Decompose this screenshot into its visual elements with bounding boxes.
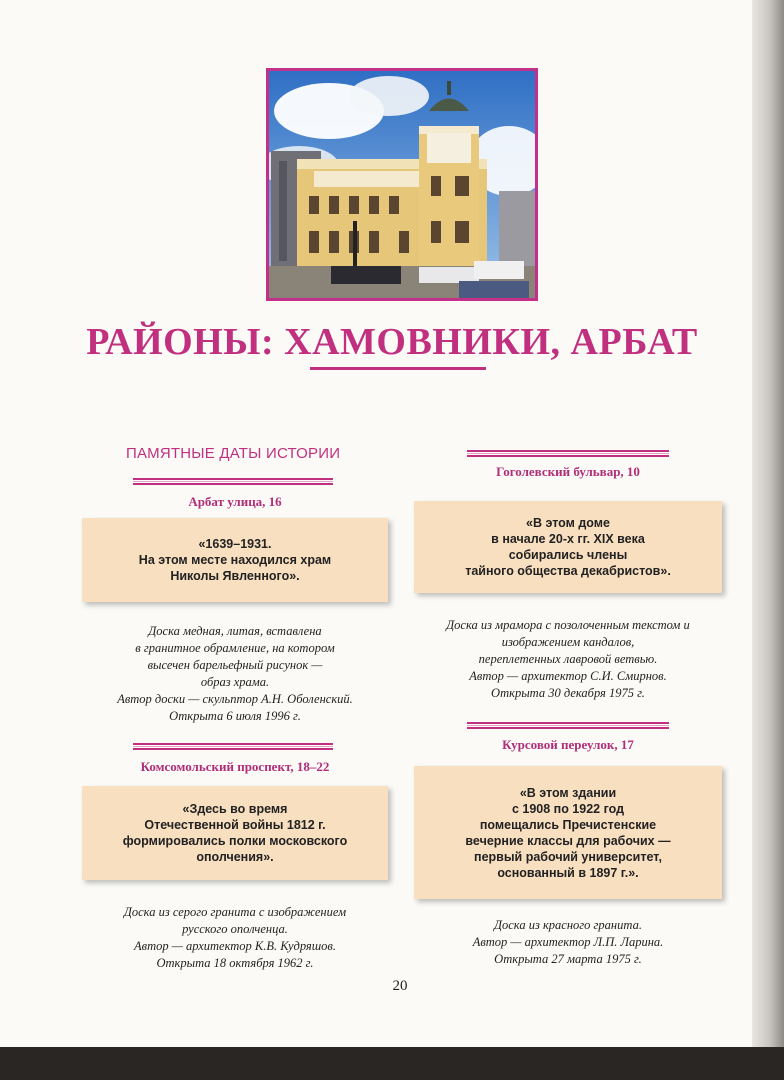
divider-rule — [133, 743, 333, 750]
description-line: Доска из красного гранита. — [494, 918, 642, 932]
building-photo — [266, 68, 538, 301]
plaque-text-line: «В этом доме — [526, 516, 610, 530]
plaque-text-line: Николы Явленного». — [170, 569, 300, 583]
description-line: Доска медная, литая, вставлена — [148, 624, 322, 638]
plaque-text-line: На этом месте находился храм — [138, 553, 332, 567]
page-title: РАЙОНЫ: ХАМОВНИКИ, АРБАТ — [86, 321, 698, 363]
description-line: Доска из серого гранита с изображением — [123, 905, 347, 919]
plaque-text-line: «Здесь во время — [182, 802, 288, 816]
section-heading: ПАМЯТНЫЕ ДАТЫ ИСТОРИИ — [126, 445, 341, 462]
plaque-card — [414, 501, 722, 593]
description-line: русского ополченца. — [182, 922, 288, 936]
plaque-text-line: помещались Пречистенские — [479, 817, 657, 832]
description-line: высечен барельефный рисунок — — [147, 658, 323, 672]
plaque-location: Курсовой переулок, 17 — [502, 737, 634, 752]
description-line: Открыта 18 октября 1962 г. — [156, 956, 314, 970]
plaque-text-line: собирались члены — [508, 548, 628, 562]
plaque-text-line: тайного общества декабристов». — [465, 564, 671, 578]
plaque-text-line: в начале 20-х гг. XIX века — [491, 532, 645, 546]
description-line: Автор — архитектор Л.П. Ларина. — [472, 935, 664, 949]
plaque-text-line: вечерние классы для рабочих — — [465, 833, 671, 848]
building-illustration — [269, 71, 535, 298]
background-edge — [0, 1047, 784, 1080]
plaque-description — [404, 617, 732, 702]
description-line: образ храма. — [200, 675, 270, 689]
plaque-text-line: с 1908 по 1922 год — [511, 801, 625, 816]
plaque-location: Комсомольский проспект, 18–22 — [140, 759, 330, 774]
description-line: изображением кандалов, — [501, 635, 635, 649]
plaque-text-line: «В этом здании — [519, 785, 617, 800]
divider-rule — [467, 722, 669, 729]
description-line: Автор — архитектор С.И. Смирнов. — [469, 669, 667, 683]
description-line: Автор — архитектор К.В. Кудряшов. — [134, 939, 336, 953]
plaque-description — [70, 623, 400, 725]
plaque-text-line: ополчения». — [196, 850, 274, 864]
plaque-card — [414, 766, 722, 899]
plaque-card — [82, 786, 388, 880]
description-line: Открыта 30 декабря 1975 г. — [491, 686, 645, 700]
plaque-text-line: «1639–1931. — [198, 537, 272, 551]
plaque-text-line: основанный в 1897 г.». — [497, 865, 639, 880]
description-line: Доска из мрамора с позолоченным текстом и — [446, 618, 690, 632]
plaque-text-line: Отечественной войны 1812 г. — [144, 818, 326, 832]
plaque-location: Гоголевский бульвар, 10 — [496, 464, 640, 479]
divider-rule — [467, 450, 669, 457]
book-spine — [752, 0, 784, 1047]
plaque-description — [404, 917, 732, 968]
plaque-text-line: первый рабочий университет, — [474, 849, 662, 864]
plaque-location: Арбат улица, 16 — [188, 494, 282, 509]
plaque-description — [70, 904, 400, 972]
description-line: Открыта 27 марта 1975 г. — [494, 952, 642, 966]
description-line: в гранитное обрамление, на котором — [135, 641, 335, 655]
title-underline — [310, 367, 486, 370]
plaque-text-line: формировались полки московского — [122, 834, 348, 848]
plaque-card — [82, 518, 388, 602]
description-line: Открыта 6 июля 1996 г. — [169, 709, 301, 723]
page-number: 20 — [392, 978, 408, 994]
divider-rule — [133, 478, 333, 485]
description-line: Автор доски — скульптор А.Н. Оболенский. — [117, 692, 353, 706]
description-line: переплетенных лавровой ветвью. — [478, 652, 658, 666]
